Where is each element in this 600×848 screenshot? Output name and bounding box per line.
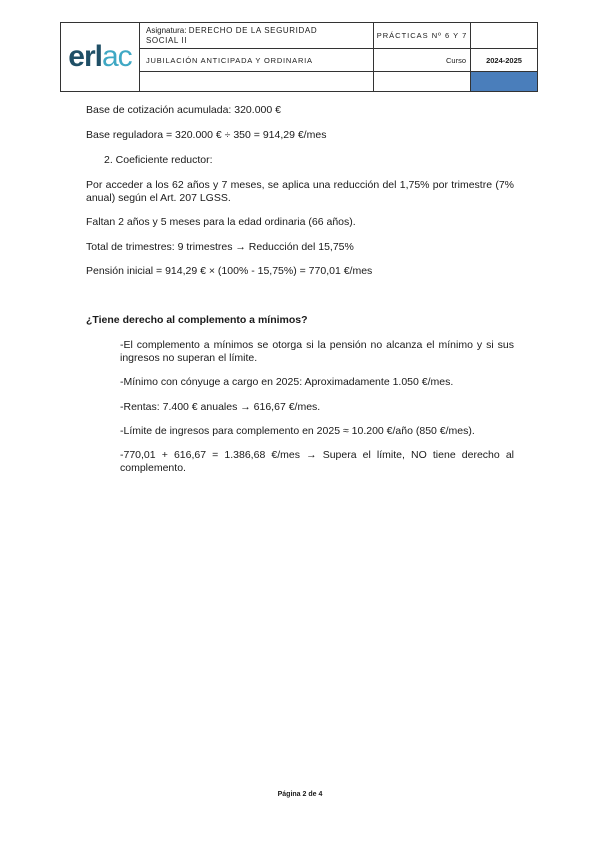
- answer-minimo: -Mínimo con cónyuge a cargo en 2025: Aproximadamente 1.050 €/mes.: [120, 376, 454, 388]
- paragraph-trimestres: Total de trimestres: 9 trimestres → Reducción del 15,75%: [86, 241, 354, 253]
- header-blue-cell: [471, 71, 538, 91]
- text-base-cotizacion: Base de cotización acumulada: 320.000 €: [86, 104, 281, 116]
- answer-conclusion: -770,01 + 616,67 = 1.386,68 €/mes → Supera el límite, NO tiene derecho al complemento.: [120, 449, 514, 474]
- course-label: Curso: [374, 49, 471, 71]
- course-year: 2024-2025: [471, 49, 538, 71]
- header-empty-cell: [471, 23, 538, 49]
- logo: [61, 23, 140, 92]
- document-header: [60, 22, 538, 92]
- header-blank-cell: [140, 71, 374, 91]
- practice-number: PRÁCTICAS Nº 6 Y 7: [374, 23, 471, 49]
- subject-line2: SOCIAL II: [146, 35, 188, 45]
- text-base-reguladora: Base reguladora = 320.000 € ÷ 350 = 914,29 €/mes: [86, 129, 327, 141]
- logo-text-dark: erl: [68, 40, 102, 73]
- answer-complemento: -El complemento a mínimos se otorga si la pensión no alcanza el mínimo y si sus ingresos no superan el límite.: [120, 339, 514, 364]
- paragraph-faltan: Faltan 2 años y 5 meses para la edad ordinaria (66 años).: [86, 216, 356, 228]
- answer-limite: -Límite de ingresos para complemento en 2025 ≈ 10.200 €/año (850 €/mes).: [120, 425, 475, 437]
- question-heading: ¿Tiene derecho al complemento a mínimos?: [86, 314, 308, 326]
- logo-text-light: ac: [102, 40, 132, 73]
- answer-rentas: -Rentas: 7.400 € anuales → 616,67 €/mes.: [120, 401, 321, 413]
- page-number: Página 2 de 4: [277, 791, 323, 798]
- subject-line1: DERECHO DE LA SEGURIDAD: [188, 25, 318, 35]
- subject-cell: [140, 23, 374, 49]
- paragraph-reduccion: Por acceder a los 62 años y 7 meses, se aplica una reducción del 1,75% por trimestre (7% anual) según el Art. 207 LGSS.: [86, 179, 514, 204]
- subject-label: Asignatura:: [146, 25, 187, 35]
- header-blank-cell-2: [374, 71, 471, 91]
- list-item-coeficiente: 2. Coeficiente reductor:: [104, 154, 213, 166]
- paragraph-pension-inicial: Pensión inicial = 914,29 € × (100% - 15,75%) = 770,01 €/mes: [86, 265, 373, 277]
- topic-title: JUBILACIÓN ANTICIPADA Y ORDINARIA: [140, 49, 374, 71]
